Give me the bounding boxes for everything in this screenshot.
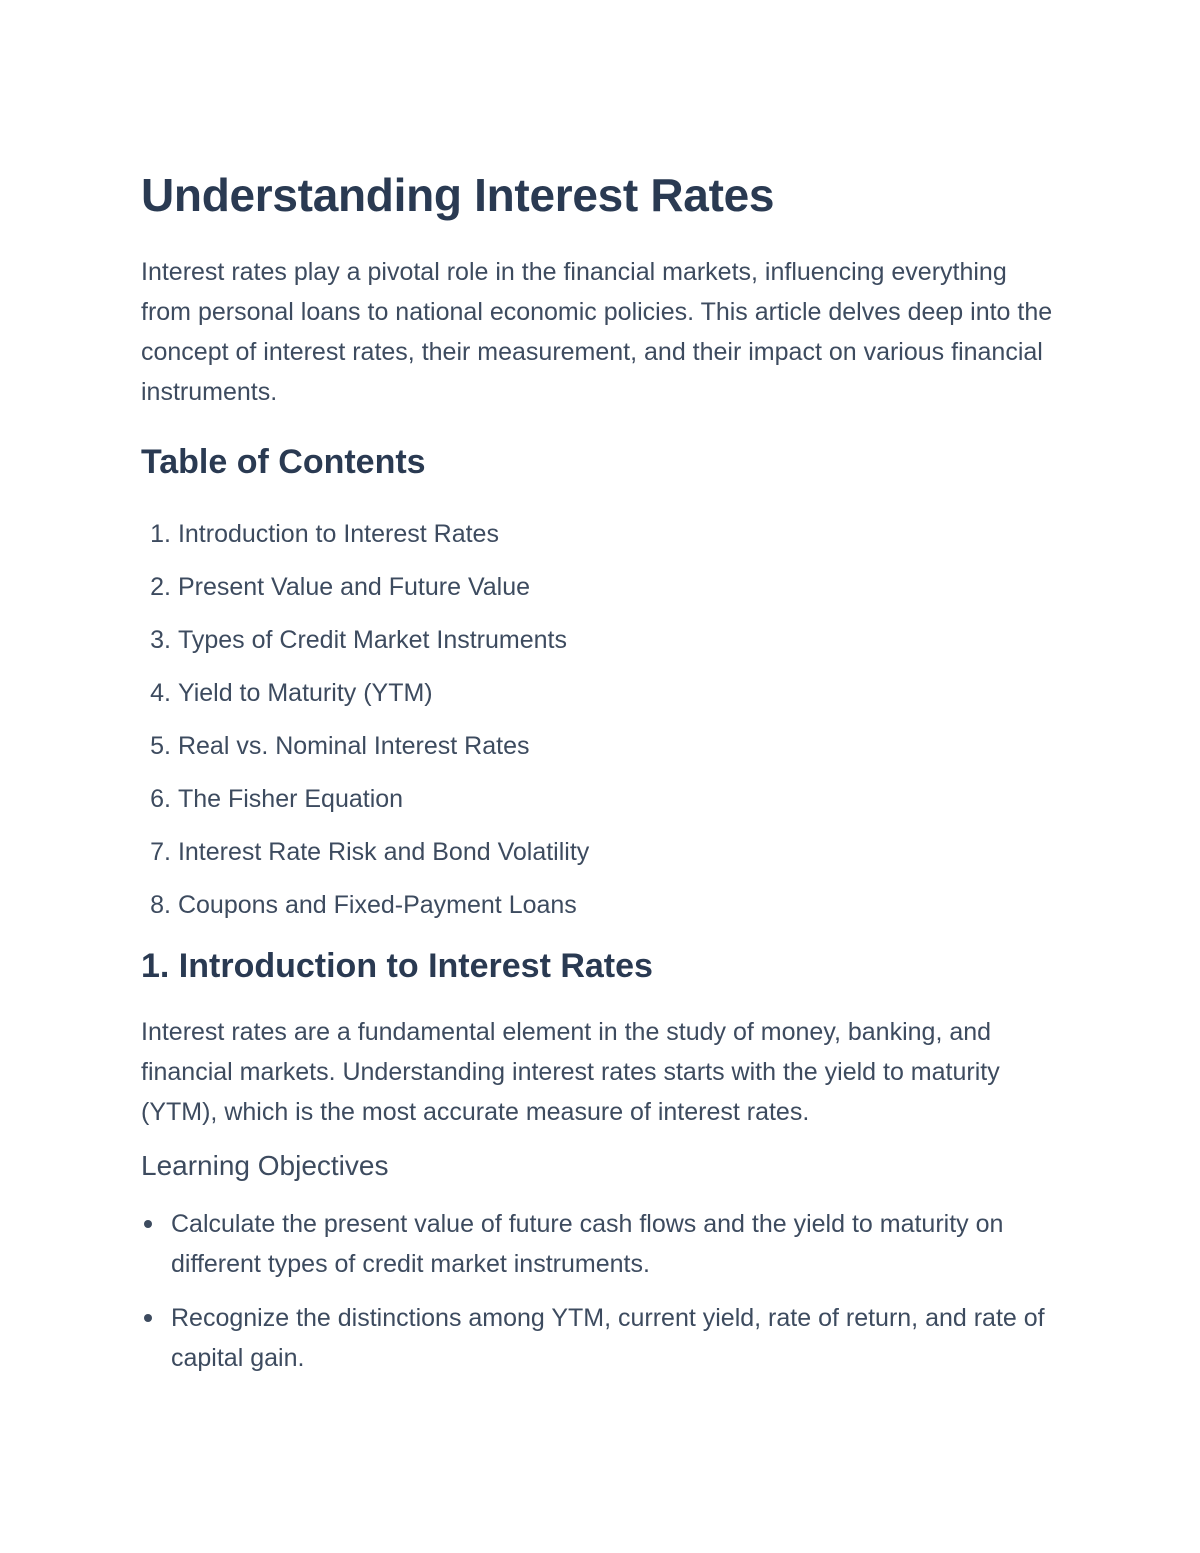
toc-item-6[interactable] — [141, 773, 1061, 826]
learning-objectives-heading: Learning Objectives — [141, 1150, 389, 1181]
table-of-contents — [141, 508, 1061, 932]
toc-item-label: Introduction to Interest Rates — [177, 520, 499, 548]
toc-item-label: The Fisher Equation — [177, 785, 404, 813]
intro-paragraph: Interest rates play a pivotal role in the financial markets, influencing everything from personal loans to national economic policies. This article delves deep into the concept of interest rates, their measurement, and their impact on various financial instruments. — [141, 258, 1053, 406]
bullet-icon — [144, 1220, 152, 1228]
bullet-icon — [144, 1314, 152, 1322]
toc-item-number: 5. — [150, 732, 171, 760]
list-item-text: Calculate the present value of future cash flows and the yield to maturity on different types of credit market instruments. — [171, 1210, 1004, 1278]
section-paragraph: Interest rates are a fundamental element in the study of money, banking, and financial markets. Understanding interest rates starts with the yield to maturity (YTM), which is the most accurate measure of interest rates. — [141, 1018, 1000, 1126]
toc-item-1[interactable] — [141, 508, 1061, 561]
learning-objectives-list — [141, 1204, 1061, 1378]
toc-item-5[interactable] — [141, 720, 1061, 773]
document-page — [141, 166, 1061, 1392]
toc-item-number: 7. — [150, 838, 171, 866]
toc-item-number: 4. — [150, 679, 171, 707]
toc-item-label: Coupons and Fixed-Payment Loans — [177, 891, 577, 919]
page-title: Understanding Interest Rates — [141, 169, 775, 221]
toc-item-label: Yield to Maturity (YTM) — [177, 679, 433, 707]
toc-item-label: Types of Credit Market Instruments — [177, 626, 567, 654]
toc-item-8[interactable] — [141, 879, 1061, 932]
toc-item-number: 6. — [150, 785, 171, 813]
toc-item-label: Present Value and Future Value — [177, 573, 531, 601]
list-item — [141, 1204, 1061, 1284]
list-item-text: Recognize the distinctions among YTM, current yield, rate of return, and rate of capital gain. — [171, 1304, 1045, 1372]
toc-item-label: Real vs. Nominal Interest Rates — [177, 732, 530, 760]
toc-item-4[interactable] — [141, 667, 1061, 720]
toc-item-7[interactable] — [141, 826, 1061, 879]
toc-heading: Table of Contents — [141, 443, 426, 481]
toc-item-number: 3. — [150, 626, 171, 654]
toc-item-number: 8. — [150, 891, 171, 919]
toc-item-number: 2. — [150, 573, 171, 601]
toc-item-label: Interest Rate Risk and Bond Volatility — [177, 838, 590, 866]
list-item — [141, 1298, 1061, 1378]
section-heading: 1. Introduction to Interest Rates — [141, 947, 653, 985]
toc-item-3[interactable] — [141, 614, 1061, 667]
toc-item-2[interactable] — [141, 561, 1061, 614]
toc-item-number: 1. — [150, 520, 171, 548]
